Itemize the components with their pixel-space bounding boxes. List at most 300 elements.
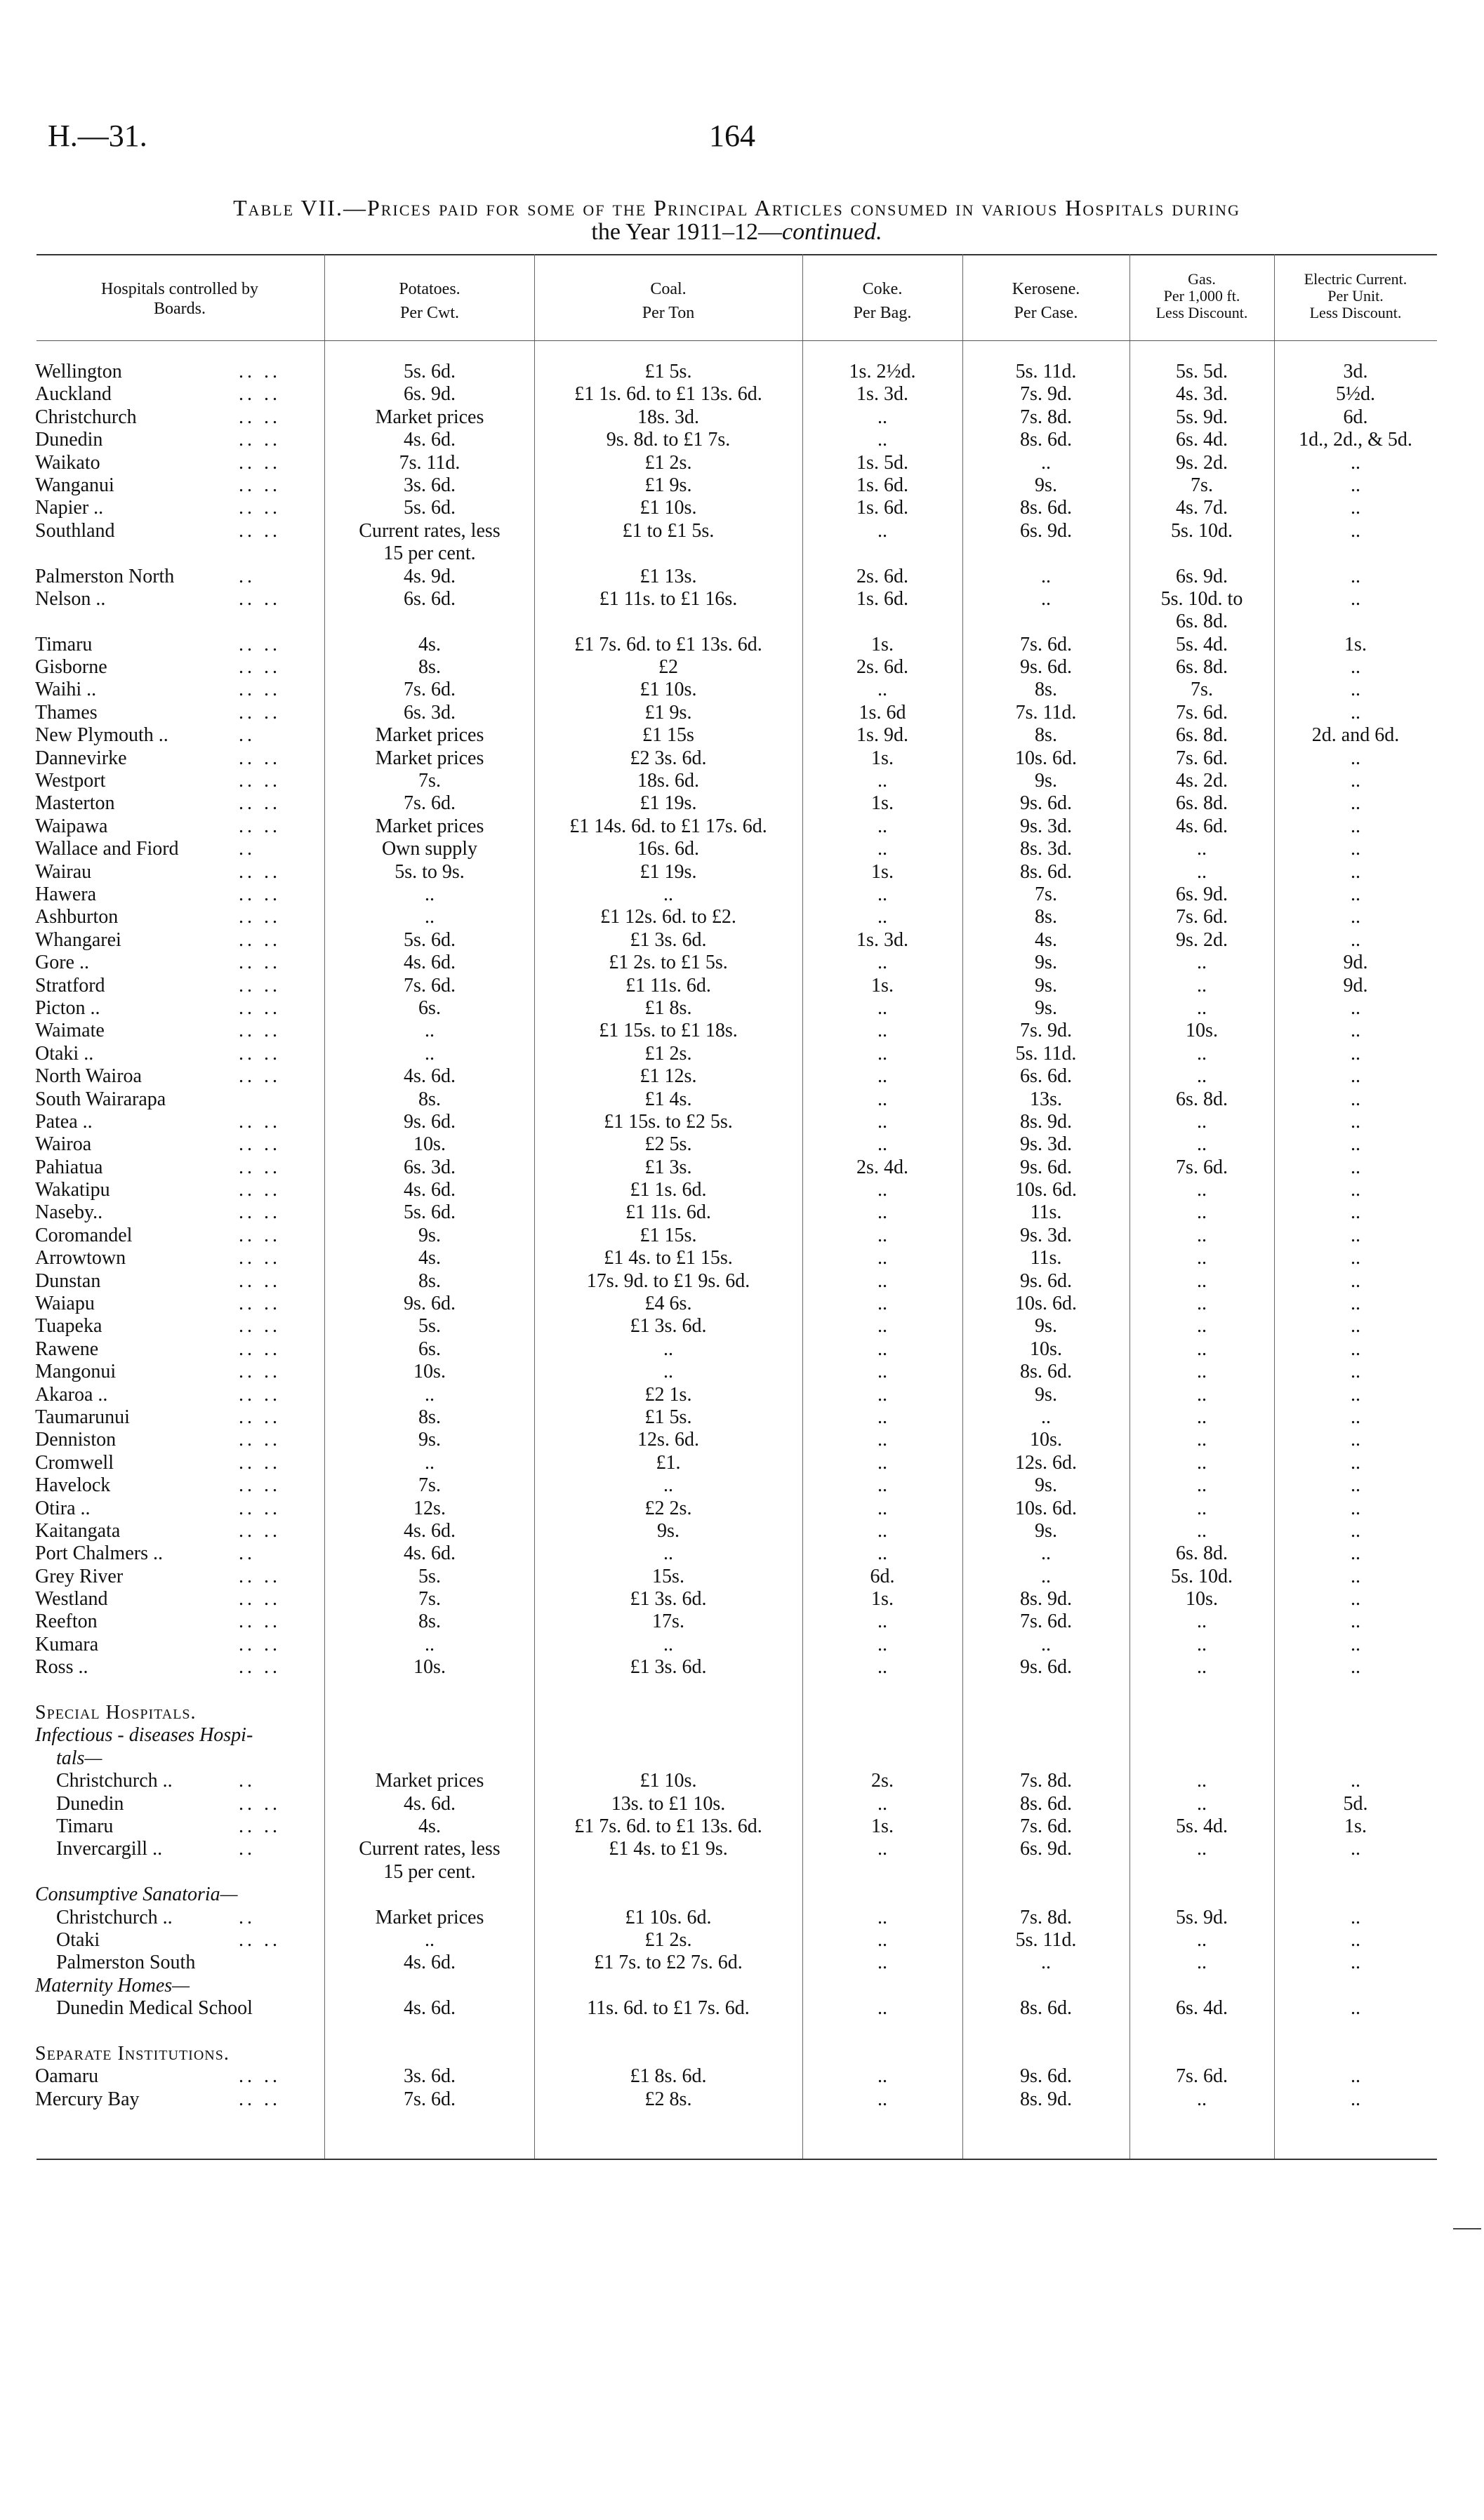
gas-cell: 5s. 9d. [1176, 1906, 1228, 1928]
leader-dots: .. .. [239, 497, 281, 519]
leader-dots: .. .. [239, 701, 281, 724]
potatoes-cell: .. [425, 1042, 435, 1065]
leader-dots: .. .. [239, 519, 281, 542]
potatoes-cell: .. [425, 1383, 435, 1406]
hospital-name-cell [35, 656, 316, 679]
leader-dots: .. .. [239, 747, 281, 769]
gas-cell: .. [1197, 1247, 1207, 1269]
coal-cell: £1 12s. [640, 1065, 697, 1088]
hospital-name-cell [35, 952, 316, 974]
table-title: Table VII.—Prices paid for some of the Principal Articles consumed in various Hospitals during [233, 195, 1240, 220]
coal-cell: £1 10s. [640, 497, 697, 519]
hospital-name: South Wairarapa [35, 1088, 166, 1110]
column-header-name: Kerosene. [1012, 280, 1080, 298]
leader-dots: .. .. [239, 928, 281, 951]
hospital-name-cell [35, 1929, 316, 1952]
hospital-name: Wellington [35, 361, 122, 382]
coal-cell: £1 4s. [644, 1088, 692, 1110]
hospital-name: Timaru [35, 633, 93, 655]
coal-cell: .. [663, 1361, 673, 1383]
coal-cell: £1 5s. [644, 1406, 692, 1428]
coal-cell: 13s. to £1 10s. [611, 1792, 726, 1815]
coal-cell: 11s. 6d. to £1 7s. 6d. [587, 1997, 750, 2020]
gas-cell: .. [1197, 1429, 1207, 1451]
hospital-name-cell [35, 520, 316, 542]
electric-cell: .. [1351, 792, 1360, 815]
hospital-name: Nelson .. [35, 587, 106, 610]
leader-dots: .. .. [239, 1588, 281, 1611]
hospital-name-cell [35, 429, 316, 451]
table-row [0, 611, 1484, 633]
table-row [0, 1452, 1484, 1474]
kerosene-cell: 7s. 6d. [1020, 1611, 1072, 1633]
potatoes-cell: 4s. 9d. [404, 565, 456, 587]
table-row [0, 474, 1484, 497]
kerosene-cell: 6s. 9d. [1020, 1838, 1072, 1860]
coke-cell: 6d. [870, 1565, 895, 1587]
hospital-name-cell [35, 634, 316, 656]
coal-cell: £1 7s. 6d. to £1 13s. 6d. [574, 1815, 762, 1837]
coal-cell: £1 7s. 6d. to £1 13s. 6d. [574, 633, 762, 655]
header-bottom-rule [37, 340, 1437, 341]
potatoes-cell: 3s. 6d. [404, 2065, 456, 2088]
hospital-name-cell [35, 1088, 316, 1111]
table-row [0, 1520, 1484, 1542]
table-row [0, 770, 1484, 792]
potatoes-cell: 4s. [418, 1815, 441, 1837]
potatoes-cell: 4s. 6d. [404, 1179, 456, 1201]
coke-cell: .. [877, 1838, 887, 1860]
electric-cell: .. [1351, 1952, 1360, 1974]
hospital-name-cell [35, 1429, 316, 1451]
kerosene-cell: 6s. 6d. [1020, 1065, 1072, 1088]
potatoes-cell: 7s. [418, 1588, 441, 1611]
hospital-name: Whangarei [35, 928, 121, 951]
hospital-name: Southland [35, 519, 115, 542]
hospital-name: Pahiatua [35, 1156, 103, 1178]
potatoes-cell: 7s. 11d. [399, 451, 461, 474]
coal-cell: £4 6s. [644, 1293, 692, 1315]
hospital-name: Westport [35, 770, 106, 792]
coal-cell: £1 8s. 6d. [630, 2065, 707, 2088]
hospital-name: Mangonui [35, 1361, 117, 1383]
table-row [0, 588, 1484, 611]
electric-cell: .. [1351, 1542, 1360, 1565]
leader-dots: .. .. [239, 952, 281, 974]
potatoes-cell: 10s. [413, 1133, 446, 1156]
leader-dots: .. .. [239, 815, 281, 837]
coke-cell: .. [877, 1020, 887, 1042]
coke-cell: .. [877, 1269, 887, 1292]
gas-cell: 6s. 8d. [1176, 1542, 1228, 1565]
hospital-name: Havelock [35, 1474, 111, 1497]
hospital-name: Napier .. [35, 497, 104, 519]
table-row [0, 1315, 1484, 1338]
leader-dots: .. .. [239, 1020, 281, 1042]
hospital-name: Wairau [35, 860, 92, 883]
leader-dots: .. .. [239, 1361, 281, 1383]
table-row [0, 1020, 1484, 1042]
kerosene-cell: 9s. 6d. [1020, 1156, 1072, 1178]
kerosene-cell: .. [1041, 587, 1051, 610]
coke-cell: .. [877, 2065, 887, 2088]
gas-cell: .. [1197, 1179, 1207, 1201]
hospital-name: Thames [35, 701, 98, 724]
kerosene-cell: 7s. 9d. [1020, 383, 1072, 406]
kerosene-cell: 9s. 6d. [1020, 2065, 1072, 2088]
hospital-name-cell [35, 588, 316, 611]
table-body [0, 361, 1484, 2111]
leader-dots: .. .. [239, 996, 281, 1019]
hospital-name: Wallace and Fiord [35, 838, 179, 860]
kerosene-cell: 9s. 3d. [1020, 1133, 1072, 1156]
hospital-name-cell [35, 1156, 316, 1179]
kerosene-cell: .. [1041, 1633, 1051, 1655]
kerosene-cell: 5s. 11d. [1015, 1042, 1077, 1065]
column-header-gas [1130, 271, 1273, 321]
potatoes-cell: Market prices [375, 1906, 484, 1928]
electric-cell: .. [1351, 1179, 1360, 1201]
leader-dots: .. .. [239, 1633, 281, 1655]
hospital-name: Kaitangata [35, 1519, 121, 1542]
electric-cell: .. [1351, 1497, 1360, 1519]
column-header-unit: Per Cwt. [400, 304, 459, 322]
coke-cell: .. [877, 1997, 887, 2020]
kerosene-cell: 9s. [1035, 1315, 1057, 1338]
hospital-name-cell [35, 1384, 316, 1406]
gas-cell: .. [1197, 838, 1207, 860]
electric-cell: .. [1351, 1656, 1360, 1679]
potatoes-cell: 8s. [418, 1269, 441, 1292]
hospital-name-cell [35, 1225, 316, 1247]
leader-dots: .. .. [239, 860, 281, 883]
gas-cell: 7s. 6d. [1176, 906, 1228, 928]
hospital-name-cell [35, 1588, 316, 1611]
gas-cell: 6s. 8d. [1176, 611, 1228, 633]
coal-cell: £2 8s. [644, 2088, 692, 2110]
kerosene-cell: 8s. 6d. [1020, 860, 1072, 883]
leader-dots: .. .. [239, 1293, 281, 1315]
hospital-name: Patea .. [35, 1110, 93, 1133]
coke-cell: .. [877, 906, 887, 928]
hospital-name: Tuapeka [35, 1315, 102, 1338]
kerosene-cell: 8s. 6d. [1020, 1997, 1072, 2020]
leader-dots: .. .. [239, 1451, 281, 1474]
coke-cell: 1s. [871, 1815, 894, 1837]
hospital-name: Dunedin [56, 1792, 124, 1815]
hospital-name-cell [35, 997, 316, 1020]
table-row [0, 1043, 1484, 1065]
table-row [0, 1611, 1484, 1633]
table-row [0, 2043, 1484, 2065]
gas-cell: 10s. [1186, 1588, 1218, 1611]
coal-cell: £1 2s. [644, 1042, 692, 1065]
gas-cell: .. [1197, 974, 1207, 996]
coke-cell: 1s. 5d. [856, 451, 908, 474]
leader-dots: .. .. [239, 587, 281, 610]
kerosene-cell: 9s. [1035, 952, 1057, 974]
kerosene-cell: 9s. 6d. [1020, 1269, 1072, 1292]
coke-cell: .. [877, 429, 887, 451]
hospital-name-cell [35, 566, 316, 588]
kerosene-cell: .. [1041, 565, 1051, 587]
electric-cell: 5d. [1343, 1792, 1368, 1815]
potatoes-cell: 4s. 6d. [404, 952, 456, 974]
coke-cell: 1s. 2½d. [849, 361, 916, 382]
hospital-name: Mercury Bay [35, 2088, 140, 2110]
potatoes-cell: 6s. 3d. [404, 1156, 456, 1178]
electric-cell: .. [1351, 747, 1360, 769]
hospital-name-cell [35, 884, 316, 906]
page-header-ref: H.—31. [48, 119, 147, 153]
hospital-name-cell [35, 1406, 316, 1429]
hospital-name: Wairoa [35, 1133, 92, 1156]
gas-cell: 6s. 9d. [1176, 883, 1228, 905]
electric-cell: .. [1351, 1588, 1360, 1611]
electric-cell: .. [1351, 1224, 1360, 1246]
table-row [0, 1065, 1484, 1088]
kerosene-cell: 9s. 3d. [1020, 815, 1072, 837]
leader-dots: .. .. [239, 2088, 281, 2110]
table-row [0, 838, 1484, 860]
column-header-unit2: Less Discount. [1309, 304, 1402, 321]
leader-dots: .. [239, 1770, 256, 1792]
kerosene-cell: .. [1041, 1542, 1051, 1565]
potatoes-cell: 4s. [418, 633, 441, 655]
table-row [0, 1907, 1484, 1929]
gas-cell: .. [1197, 1293, 1207, 1315]
coke-cell: .. [877, 1497, 887, 1519]
table-row [0, 1361, 1484, 1383]
coal-cell: £1. [656, 1451, 681, 1474]
hospital-name: Reefton [35, 1611, 98, 1633]
gas-cell: .. [1197, 1633, 1207, 1655]
leader-dots: .. .. [239, 1224, 281, 1246]
column-header-electric [1275, 271, 1436, 321]
coke-cell: .. [877, 1110, 887, 1133]
leader-dots: .. .. [239, 1179, 281, 1201]
kerosene-cell: 8s. 6d. [1020, 429, 1072, 451]
hospital-name: Christchurch .. [56, 1770, 173, 1792]
coke-cell: 1s. [871, 747, 894, 769]
coal-cell: £1 2s. [644, 451, 692, 474]
electric-cell: .. [1351, 1201, 1360, 1224]
coal-cell: £1 15s. to £2 5s. [604, 1110, 733, 1133]
hospital-name-cell [35, 2088, 316, 2111]
hospital-name-cell [35, 452, 316, 474]
potatoes-cell: 4s. 6d. [404, 1519, 456, 1542]
leader-dots: .. .. [239, 1156, 281, 1178]
coal-cell: 16s. 6d. [637, 838, 699, 860]
leader-dots: .. .. [239, 1815, 281, 1837]
gas-cell: 7s. 6d. [1176, 1156, 1228, 1178]
kerosene-cell: 7s. 9d. [1020, 1020, 1072, 1042]
potatoes-cell: 7s. 6d. [404, 679, 456, 701]
leader-dots: .. .. [239, 1042, 281, 1065]
table-row [0, 906, 1484, 928]
coke-cell: .. [877, 1656, 887, 1679]
hospital-name-cell [35, 1247, 316, 1269]
leader-dots: .. .. [239, 906, 281, 928]
table-row [0, 1793, 1484, 1815]
table-row [0, 1724, 1484, 1747]
leader-dots: .. .. [239, 1269, 281, 1292]
kerosene-cell: 9s. 3d. [1020, 1224, 1072, 1246]
potatoes-cell: 12s. [413, 1497, 446, 1519]
column-header-coal [535, 279, 802, 323]
gas-cell: .. [1197, 1770, 1207, 1792]
kerosene-cell: 10s. 6d. [1015, 747, 1077, 769]
coke-cell: .. [877, 1542, 887, 1565]
electric-cell: .. [1351, 1293, 1360, 1315]
hospital-name-cell [35, 1111, 316, 1133]
gas-cell: 5s. 9d. [1176, 406, 1228, 428]
hospital-name-cell [35, 906, 316, 928]
hospital-name: North Wairoa [35, 1065, 142, 1088]
table-row [0, 952, 1484, 974]
coal-cell: 12s. 6d. [637, 1429, 699, 1451]
coke-cell: .. [877, 1474, 887, 1497]
coal-cell: 15s. [652, 1565, 684, 1587]
table-row [0, 1133, 1484, 1156]
coal-cell: £1 3s. [644, 1156, 692, 1178]
coke-cell: .. [877, 1065, 887, 1088]
gas-cell: 5s. 4d. [1176, 633, 1228, 655]
leader-dots: .. .. [239, 770, 281, 792]
potatoes-cell: Market prices [375, 1770, 484, 1792]
potatoes-cell: Current rates, less [359, 1838, 501, 1860]
table-row [0, 429, 1484, 451]
coke-cell: 1s. [871, 1588, 894, 1611]
coke-cell: .. [877, 815, 887, 837]
coal-cell: .. [663, 1474, 673, 1497]
kerosene-cell: 6s. 9d. [1020, 519, 1072, 542]
leader-dots: .. .. [239, 1315, 281, 1338]
potatoes-cell: .. [425, 1928, 435, 1951]
leader-dots: .. .. [239, 361, 281, 382]
coal-cell: £1 9s. [644, 474, 692, 496]
coal-cell: £2 5s. [644, 1133, 692, 1156]
coal-cell: .. [663, 1338, 673, 1360]
leader-dots: .. .. [239, 1133, 281, 1156]
leader-dots: .. .. [239, 792, 281, 815]
table-row [0, 634, 1484, 656]
electric-cell: .. [1351, 1838, 1360, 1860]
potatoes-cell: 6s. [418, 996, 441, 1019]
column-header-potatoes [326, 279, 534, 323]
hospital-name-cell [35, 383, 316, 406]
gas-cell: 7s. 6d. [1176, 701, 1228, 724]
table-row [0, 1770, 1484, 1792]
hospital-name: Waimate [35, 1020, 105, 1042]
kerosene-cell: 10s. 6d. [1015, 1293, 1077, 1315]
electric-cell: .. [1351, 1088, 1360, 1110]
coal-cell: 18s. 3d. [637, 406, 699, 428]
hospital-name-cell [35, 1838, 316, 1860]
coal-cell: £1 3s. 6d. [630, 1315, 707, 1338]
kerosene-cell: 7s. 6d. [1020, 633, 1072, 655]
hospital-name-cell [35, 497, 316, 519]
hospital-name: Masterton [35, 792, 115, 815]
electric-cell: .. [1351, 1770, 1360, 1792]
gas-cell: .. [1197, 1474, 1207, 1497]
electric-cell: .. [1351, 1338, 1360, 1360]
leader-dots: .. .. [239, 1201, 281, 1224]
table-row [0, 1975, 1484, 1997]
kerosene-cell: 9s. [1035, 974, 1057, 996]
gas-cell: 4s. 7d. [1176, 497, 1228, 519]
hospital-name-cell [35, 1770, 316, 1792]
coke-cell: 1s. [871, 860, 894, 883]
kerosene-cell: .. [1041, 1952, 1051, 1974]
hospital-name: Wakatipu [35, 1179, 110, 1201]
coal-cell: .. [663, 1633, 673, 1655]
gas-cell: .. [1197, 1201, 1207, 1224]
kerosene-cell: 13s. [1030, 1088, 1062, 1110]
hospital-name: Grey River [35, 1565, 124, 1587]
electric-cell: 9d. [1343, 974, 1368, 996]
coal-cell: 9s. 8d. to £1 7s. [606, 429, 731, 451]
coal-cell: £1 4s. to £1 9s. [609, 1838, 728, 1860]
coke-cell: .. [877, 770, 887, 792]
coke-cell: .. [877, 1611, 887, 1633]
coke-cell: .. [877, 1928, 887, 1951]
table-row [0, 1952, 1484, 1974]
table-row [0, 1498, 1484, 1520]
coke-cell: 2s. 4d. [856, 1156, 908, 1178]
coal-cell: £2 2s. [644, 1497, 692, 1519]
hospital-name-cell [35, 679, 316, 701]
gas-cell: 10s. [1186, 1020, 1218, 1042]
table-row [0, 997, 1484, 1020]
coal-cell: £1 15s. to £1 18s. [599, 1020, 738, 1042]
gas-cell: .. [1197, 1792, 1207, 1815]
kerosene-cell: 8s. [1035, 906, 1057, 928]
coal-cell: £1 1s. 6d. to £1 13s. 6d. [574, 383, 762, 406]
electric-cell: .. [1351, 1315, 1360, 1338]
column-header-name: Hospitals controlled by [101, 280, 258, 298]
potatoes-cell: 9s. 6d. [404, 1110, 456, 1133]
kerosene-cell: 11s. [1030, 1247, 1062, 1269]
potatoes-cell: 4s. 6d. [404, 1997, 456, 2020]
leader-dots: .. .. [239, 1611, 281, 1633]
gas-cell: 6s. 9d. [1176, 565, 1228, 587]
leader-dots: .. .. [239, 474, 281, 496]
coke-cell: 1s. 3d. [856, 928, 908, 951]
column-header-unit: Per Unit. [1327, 287, 1384, 305]
hospital-name: Waihi .. [35, 679, 97, 701]
hospital-name: Rawene [35, 1338, 99, 1360]
electric-cell: .. [1351, 2065, 1360, 2088]
hospital-name: Kumara [35, 1633, 99, 1655]
table-row [0, 1929, 1484, 1952]
electric-cell: .. [1351, 815, 1360, 837]
leader-dots: .. .. [239, 656, 281, 679]
hospital-name-cell [35, 1133, 316, 1156]
electric-cell: .. [1351, 1020, 1360, 1042]
potatoes-cell: 15 per cent. [383, 1860, 476, 1883]
gas-cell: .. [1197, 1406, 1207, 1428]
coke-cell: .. [877, 1451, 887, 1474]
electric-cell: .. [1351, 770, 1360, 792]
hospital-name-cell [35, 770, 316, 792]
table-row [0, 566, 1484, 588]
gas-cell: 4s. 3d. [1176, 383, 1228, 406]
table-row [0, 679, 1484, 701]
potatoes-cell: 6s. 9d. [404, 383, 456, 406]
table-row [0, 1201, 1484, 1224]
hospital-name: Auckland [35, 383, 112, 406]
